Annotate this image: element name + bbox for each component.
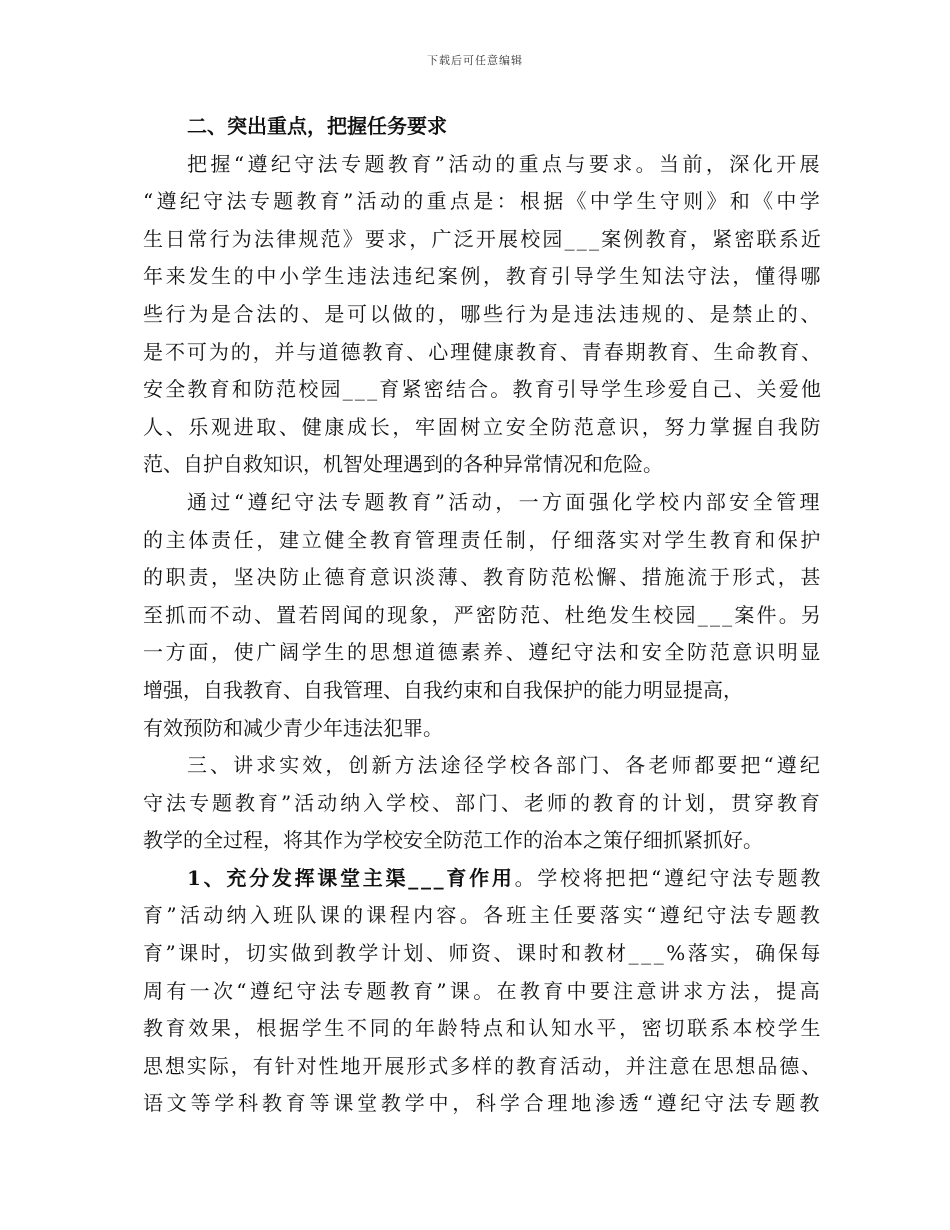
paragraph-line: 安全教育和防范校园___育紧密结合。教育引导学生珍爱自己、关爱他 [143, 377, 824, 402]
paragraph-line: 的职责，坚决防止德育意识淡薄、教育防范松懈、措施流于形式，甚 [143, 565, 824, 590]
paragraph-line: 教学的全过程，将其作为学校安全防范工作的治本之策仔细抓紧抓好。 [143, 828, 763, 853]
paragraph-line-with-heading [143, 860, 823, 898]
paragraph-line: “遵纪守法专题教育”活动的重点是：根据《中学生守则》和《中学 [143, 189, 824, 214]
paragraph-line: 周有一次“遵纪守法专题教育”课。在教育中要注意讲求方法，提高 [143, 978, 824, 1003]
paragraph-line: 育”活动纳入班队课的课程内容。各班主任要落实“遵纪守法专题教 [143, 903, 824, 928]
page-header: 下载后可任意编辑 [427, 54, 523, 67]
paragraph-line: 些行为是合法的、是可以做的，哪些行为是违法违规的、是禁止的、 [143, 301, 824, 326]
paragraph-line: 的主体责任，建立健全教育管理责任制，仔细落实对学生教育和保护 [143, 527, 824, 552]
subsection-heading: 1、充分发挥课堂主渠___育作用 [187, 865, 515, 890]
paragraph-line: 三、讲求实效，创新方法途径学校各部门、各老师都要把“遵纪 [187, 753, 823, 778]
paragraph-text: 。学校将把把“遵纪守法专题教 [514, 865, 824, 890]
paragraph-line: 增强，自我教育、自我管理、自我约束和自我保护的能力明显提高， [143, 677, 743, 702]
paragraph-line: 年来发生的中小学生违法违纪案例，教育引导学生知法守法，懂得哪 [143, 264, 824, 289]
paragraph-line: 一方面，使广阔学生的思想道德素养、遵纪守法和安全防范意识明显 [143, 640, 824, 665]
document-body [143, 108, 823, 1123]
paragraph-line: 思想实际，有针对性地开展形式多样的教育活动，并注意在思想品德、 [143, 1053, 824, 1078]
paragraph-line: 通过“遵纪守法专题教育”活动，一方面强化学校内部安全管理 [187, 489, 823, 514]
paragraph-line: 守法专题教育”活动纳入学校、部门、老师的教育的计划，贯穿教育 [143, 790, 823, 815]
paragraph-line: 范、自护自救知识，机智处理遇到的各种异常情况和危险。 [143, 452, 663, 477]
paragraph-line: 有效预防和减少青少年违法犯罪。 [143, 715, 443, 740]
paragraph-line: 育”课时，切实做到教学计划、师资、课时和教材___%落实，确保每 [143, 941, 823, 966]
paragraph-line: 人、乐观进取、健康成长，牢固树立安全防范意识，努力掌握自我防 [143, 414, 824, 439]
section-heading: 二、突出重点，把握任务要求 [187, 114, 447, 138]
paragraph-line: 把握“遵纪守法专题教育”活动的重点与要求。当前，深化开展 [187, 151, 823, 176]
paragraph-line: 教育效果，根据学生不同的年龄特点和认知水平，密切联系本校学生 [143, 1016, 824, 1041]
paragraph-line: 至抓而不动、置若罔闻的现象，严密防范、杜绝发生校园___案件。另 [143, 602, 824, 627]
paragraph-line: 语文等学科教育等课堂教学中，科学合理地渗透“遵纪守法专题教 [143, 1091, 824, 1116]
paragraph-line: 生日常行为法律规范》要求，广泛开展校园___案例教育，紧密联系近 [143, 226, 824, 251]
paragraph-line: 是不可为的，并与道德教育、心理健康教育、青春期教育、生命教育、 [143, 339, 824, 364]
